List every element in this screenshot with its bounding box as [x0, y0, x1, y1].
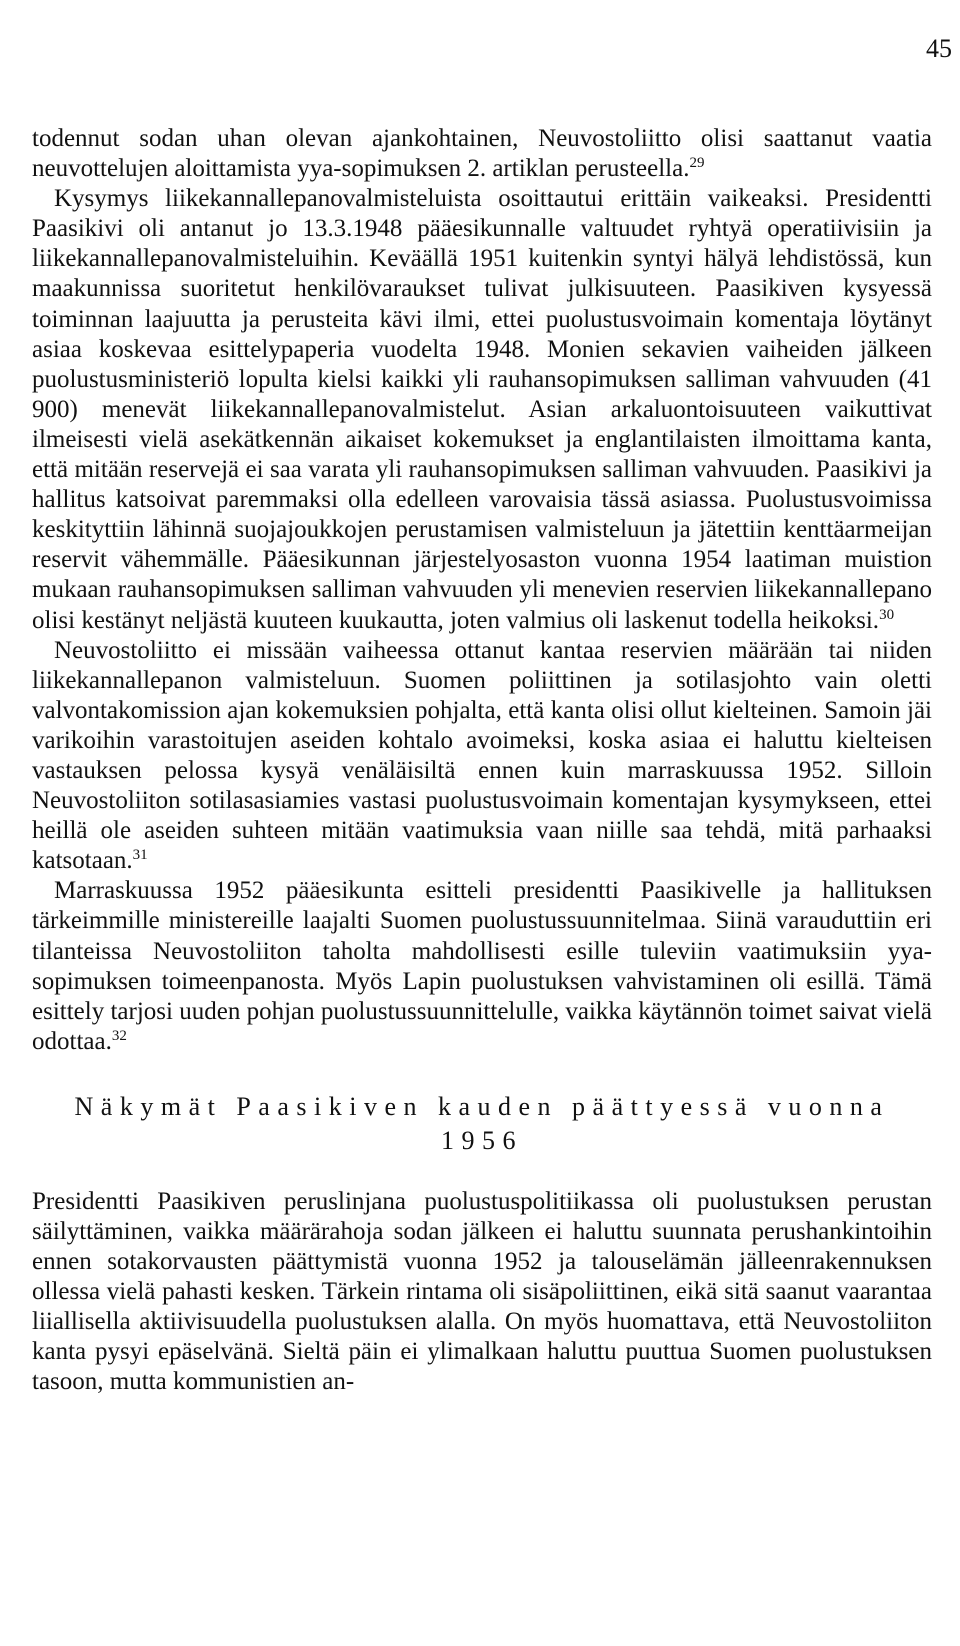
- section-heading-line-2: 1956: [441, 1125, 523, 1155]
- footnote-ref-30[interactable]: 30: [879, 606, 895, 623]
- paragraph-5-text: Presidentti Paasikiven peruslinjana puolustuspolitiikassa oli puolustuksen perustan säilyttäminen, vaikka määrärahoja sodan jälkeen ei haluttu suunnata perushankintoihin ennen sotakorvausten päättymistä vuonna 1952 ja talouselämän jälleenrakennuksen ollessa vielä pahasti kesken. Tärkein rintama oli sisäpoliittinen, eikä sitä saanut vaarantaa liiallisella aktiivisuudella puolustuksen alalla. On myös huomattava, että Neuvostoliiton kanta pysyi epäselvänä. Sieltä päin ei ylimalkaan haluttu puuttua Suomen puolustuksen tasoon, mutta kommunistien an-: [32, 1187, 932, 1396]
- page-number: 45: [926, 34, 952, 63]
- paragraph-4-text: Marraskuussa 1952 pääesikunta esitteli presidentti Paasikivelle ja hallituksen tärkeimmille ministereille laajalti Suomen puolustussuunnitelmaa. Siinä varauduttiin eri tilanteissa Neuvostoliiton taholta mahdollisesti esille tuleviin vaatimuksiin yya-sopimuksen toimeenpanosta. Myös Lapin puolustuksen vahvistaminen oli esillä. Tämä esittely tarjosi uuden pohjan puolustussuunnittelulle, vaikka käytännön toimet saivat vielä odottaa.: [32, 877, 932, 1055]
- paragraph-1: [32, 124, 932, 184]
- footnote-ref-29[interactable]: 29: [689, 155, 705, 172]
- body-text: [32, 124, 932, 1398]
- paragraph-3-text: Neuvostoliitto ei missään vaiheessa ottanut kantaa reservien määrään tai niiden liikekannallepanon valmisteluun. Suomen poliittinen ja sotilasjohto vain oletti valvontakomission ajan kokemuksien pohjalta, että kanta olisi ollut kielteinen. Samoin jäi varikoihin varastoitujen aseiden kohtalo avoimeksi, koska asiaa ei haluttu kielteisen vastauksen pelossa kysyä venäläisiltä ennen kuin marraskuussa 1952. Silloin Neuvostoliiton sotilasasiamies vastasi puolustusvoimain komentajan kysymykseen, ettei heillä ole aseiden suhteen mitään vaatimuksia vaan niille saa tehdä, mitä parhaaksi katsotaan.: [32, 636, 932, 875]
- paragraph-4: [32, 876, 932, 1057]
- paragraph-3: [32, 636, 932, 877]
- section-heading-line-1: Näkymät Paasikiven kauden päättyessä vuonna: [74, 1091, 890, 1121]
- footnote-ref-31[interactable]: 31: [132, 847, 148, 864]
- section-heading: [32, 1090, 932, 1158]
- footnote-ref-32[interactable]: 32: [111, 1027, 127, 1044]
- paragraph-2: [32, 184, 932, 635]
- paragraph-2-text: Kysymys liikekannallepanovalmisteluista osoittautui erittäin vaikeaksi. Presidentti Paasikivi oli antanut jo 13.3.1948 pääesikunnalle valtuudet ryhtyä operatiivisiin ja liikekannallepanovalmisteluihin. Keväällä 1951 kuitenkin syntyi hälyä lehdistössä, kun maakunnissa suoritetut henkilövaraukset tulivat julkisuuteen. Paasikiven kysyessä toiminnan laajuutta ja perusteita kävi ilmi, ettei puolustusvoimain komentaja löytänyt asiaa koskevaa esittelypaperia vuodelta 1948. Monien sekavien vaiheiden jälkeen puolustusministeriö lopulta kielsi kaikki yli rauhansopimuksen salliman vahvuuden (41 900) menevät liikekannallepanovalmistelut. Asian arkaluontoisuuteen vaikuttivat ilmeisesti vielä asekätkennän aikaiset kokemukset ja englantilaisten ilmoittama kanta, että mitään reservejä ei saa varata yli rauhansopimuksen salliman vahvuuden. Paasikivi ja hallitus katsoivat paremmaksi olla edelleen varovaisia tässä asiassa. Puolustusvoimissa keskityttiin lähinnä suojajoukkojen perustamisen valmisteluun ja jätettiin kenttäarmeijan reservit vähemmälle. Pääesikunnan järjestelyosaston vuonna 1954 laatiman muistion mukaan rauhansopimuksen salliman vahvuuden yli menevien reservien liikekannallepano olisi kestänyt neljästä kuuteen kuukautta, joten valmius oli laskenut todella heikoksi.: [32, 185, 932, 634]
- paragraph-1-text: todennut sodan uhan olevan ajankohtainen, Neuvostoliitto olisi saattanut vaatia neuvottelujen aloittamista yya-sopimuksen 2. artiklan perusteella.: [32, 125, 932, 183]
- paragraph-5: [32, 1187, 932, 1398]
